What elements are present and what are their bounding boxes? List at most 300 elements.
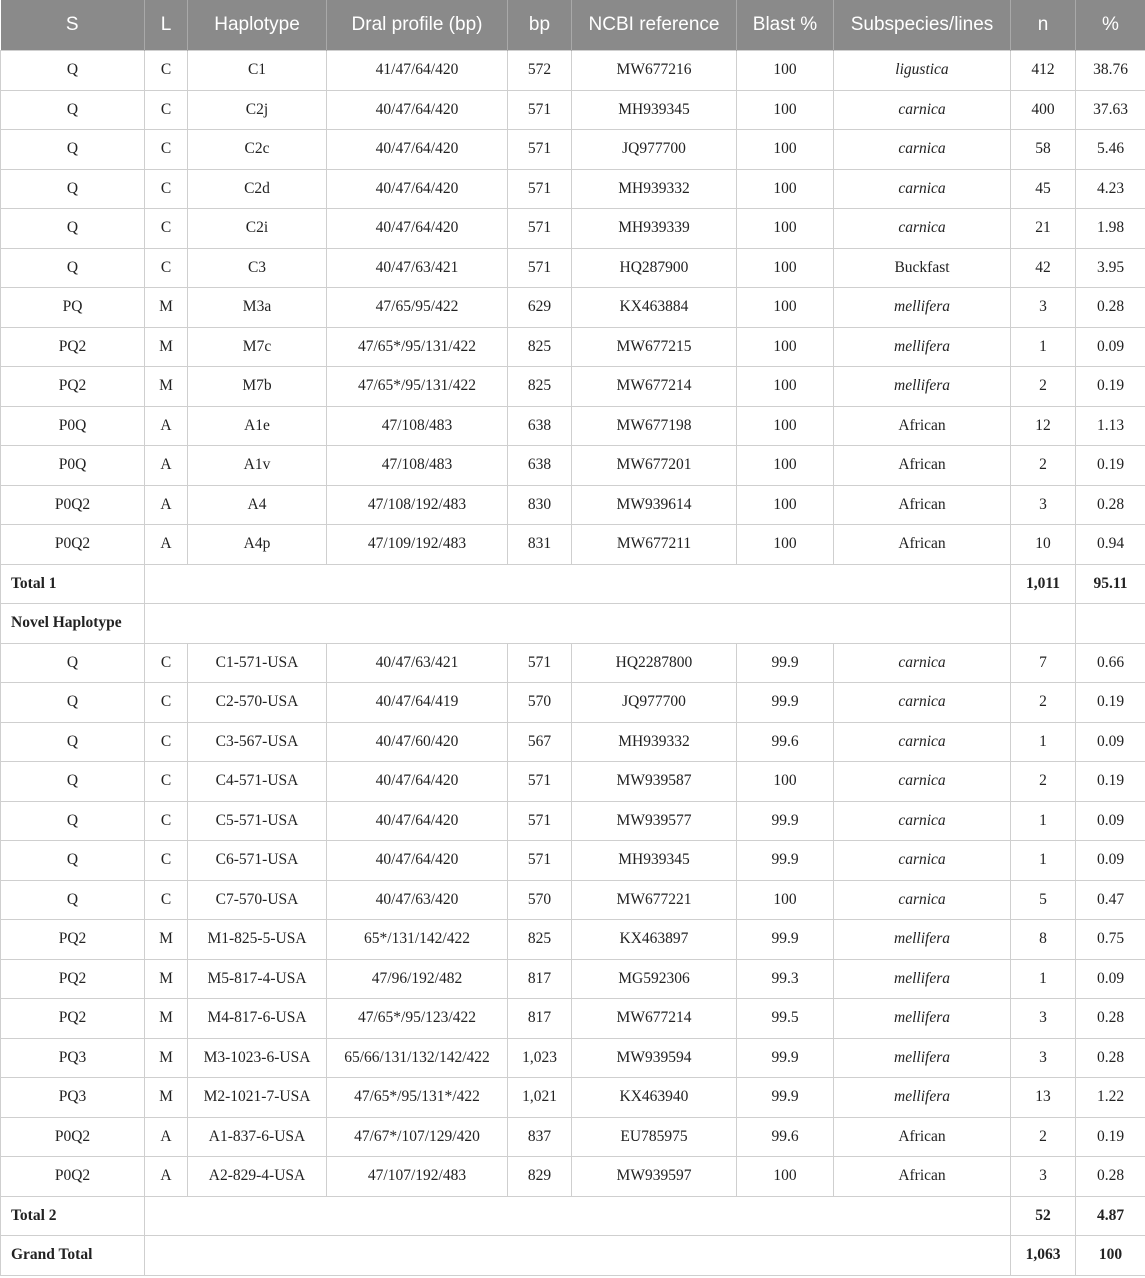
cell-subspecies: carnica xyxy=(834,880,1011,920)
cell-s: Q xyxy=(1,51,145,91)
cell-percent: 0.09 xyxy=(1076,801,1145,841)
cell-blast: 99.9 xyxy=(737,643,834,683)
cell-n: 2 xyxy=(1011,762,1076,802)
cell-profile: 40/47/64/420 xyxy=(327,209,508,249)
grand-total-spacer xyxy=(145,1236,1011,1276)
cell-profile: 40/47/60/420 xyxy=(327,722,508,762)
cell-n: 12 xyxy=(1011,406,1076,446)
cell-n: 400 xyxy=(1011,90,1076,130)
total-1-spacer xyxy=(145,564,1011,604)
cell-blast: 100 xyxy=(737,762,834,802)
cell-profile: 47/65*/95/131/422 xyxy=(327,367,508,407)
cell-profile: 47/96/192/482 xyxy=(327,959,508,999)
cell-subspecies: carnica xyxy=(834,722,1011,762)
cell-haplotype: C2c xyxy=(188,130,327,170)
cell-profile: 40/47/63/421 xyxy=(327,643,508,683)
cell-s: PQ2 xyxy=(1,959,145,999)
cell-s: Q xyxy=(1,209,145,249)
header-s: S xyxy=(1,0,145,51)
cell-n: 1 xyxy=(1011,801,1076,841)
cell-n: 10 xyxy=(1011,525,1076,565)
cell-blast: 99.5 xyxy=(737,999,834,1039)
cell-ncbi: MW677214 xyxy=(572,367,737,407)
cell-ncbi: HQ287900 xyxy=(572,248,737,288)
header-subspecies: Subspecies/lines xyxy=(834,0,1011,51)
cell-blast: 100 xyxy=(737,880,834,920)
cell-percent: 0.66 xyxy=(1076,643,1145,683)
cell-profile: 47/108/483 xyxy=(327,406,508,446)
table-body xyxy=(1,51,1145,1276)
cell-l: C xyxy=(145,90,188,130)
cell-subspecies: carnica xyxy=(834,90,1011,130)
cell-bp: 638 xyxy=(508,446,572,486)
table-row xyxy=(1,683,1145,723)
cell-blast: 99.9 xyxy=(737,1078,834,1118)
cell-subspecies: mellifera xyxy=(834,327,1011,367)
cell-blast: 100 xyxy=(737,485,834,525)
table-row xyxy=(1,525,1145,565)
table-row xyxy=(1,762,1145,802)
cell-blast: 100 xyxy=(737,1157,834,1197)
cell-percent: 1.13 xyxy=(1076,406,1145,446)
cell-profile: 47/65*/95/123/422 xyxy=(327,999,508,1039)
cell-subspecies: carnica xyxy=(834,841,1011,881)
cell-percent: 0.19 xyxy=(1076,367,1145,407)
cell-l: A xyxy=(145,525,188,565)
cell-subspecies: ligustica xyxy=(834,51,1011,91)
cell-l: C xyxy=(145,722,188,762)
cell-n: 2 xyxy=(1011,367,1076,407)
cell-subspecies: African xyxy=(834,1117,1011,1157)
cell-n: 42 xyxy=(1011,248,1076,288)
cell-ncbi: MH939339 xyxy=(572,209,737,249)
cell-subspecies: African xyxy=(834,1157,1011,1197)
cell-bp: 830 xyxy=(508,485,572,525)
cell-percent: 0.09 xyxy=(1076,327,1145,367)
header-percent: % xyxy=(1076,0,1145,51)
cell-n: 3 xyxy=(1011,1038,1076,1078)
cell-haplotype: A4p xyxy=(188,525,327,565)
grand-total-label: Grand Total xyxy=(1,1236,145,1276)
cell-profile: 47/65/95/422 xyxy=(327,288,508,328)
cell-profile: 65/66/131/132/142/422 xyxy=(327,1038,508,1078)
cell-subspecies: African xyxy=(834,485,1011,525)
table-row xyxy=(1,248,1145,288)
table-row xyxy=(1,169,1145,209)
header-haplotype: Haplotype xyxy=(188,0,327,51)
cell-s: PQ2 xyxy=(1,367,145,407)
cell-n: 45 xyxy=(1011,169,1076,209)
cell-percent: 0.09 xyxy=(1076,722,1145,762)
cell-l: M xyxy=(145,1078,188,1118)
table-row xyxy=(1,643,1145,683)
header-row xyxy=(1,0,1145,51)
cell-haplotype: M2-1021-7-USA xyxy=(188,1078,327,1118)
table-row xyxy=(1,1117,1145,1157)
cell-percent: 5.46 xyxy=(1076,130,1145,170)
cell-s: Q xyxy=(1,683,145,723)
cell-l: M xyxy=(145,367,188,407)
cell-profile: 40/47/64/420 xyxy=(327,801,508,841)
table-row xyxy=(1,130,1145,170)
cell-subspecies: carnica xyxy=(834,643,1011,683)
cell-subspecies: mellifera xyxy=(834,367,1011,407)
cell-ncbi: MW677214 xyxy=(572,999,737,1039)
cell-ncbi: MW939594 xyxy=(572,1038,737,1078)
cell-blast: 99.9 xyxy=(737,841,834,881)
cell-percent: 0.28 xyxy=(1076,485,1145,525)
cell-bp: 629 xyxy=(508,288,572,328)
cell-s: Q xyxy=(1,762,145,802)
cell-bp: 825 xyxy=(508,367,572,407)
total-1-percent: 95.11 xyxy=(1076,564,1145,604)
cell-haplotype: C3 xyxy=(188,248,327,288)
cell-ncbi: KX463940 xyxy=(572,1078,737,1118)
cell-bp: 837 xyxy=(508,1117,572,1157)
cell-n: 1 xyxy=(1011,327,1076,367)
cell-ncbi: KX463884 xyxy=(572,288,737,328)
cell-subspecies: carnica xyxy=(834,169,1011,209)
cell-subspecies: carnica xyxy=(834,130,1011,170)
cell-blast: 100 xyxy=(737,446,834,486)
cell-ncbi: MW677221 xyxy=(572,880,737,920)
cell-n: 3 xyxy=(1011,485,1076,525)
cell-percent: 38.76 xyxy=(1076,51,1145,91)
cell-n: 8 xyxy=(1011,920,1076,960)
total-2-percent: 4.87 xyxy=(1076,1196,1145,1236)
cell-l: C xyxy=(145,248,188,288)
cell-ncbi: MW677198 xyxy=(572,406,737,446)
cell-bp: 571 xyxy=(508,90,572,130)
cell-ncbi: HQ2287800 xyxy=(572,643,737,683)
cell-blast: 100 xyxy=(737,130,834,170)
cell-ncbi: MH939345 xyxy=(572,841,737,881)
cell-profile: 47/65*/95/131/422 xyxy=(327,327,508,367)
cell-blast: 100 xyxy=(737,209,834,249)
grand-total-n: 1,063 xyxy=(1011,1236,1076,1276)
cell-profile: 47/109/192/483 xyxy=(327,525,508,565)
cell-haplotype: C7-570-USA xyxy=(188,880,327,920)
cell-subspecies: African xyxy=(834,525,1011,565)
cell-l: M xyxy=(145,327,188,367)
cell-n: 3 xyxy=(1011,999,1076,1039)
cell-s: PQ2 xyxy=(1,327,145,367)
table-row xyxy=(1,327,1145,367)
cell-profile: 40/47/64/419 xyxy=(327,683,508,723)
table-row xyxy=(1,920,1145,960)
cell-haplotype: M3-1023-6-USA xyxy=(188,1038,327,1078)
cell-ncbi: MG592306 xyxy=(572,959,737,999)
cell-bp: 571 xyxy=(508,130,572,170)
total-2-n: 52 xyxy=(1011,1196,1076,1236)
cell-percent: 0.19 xyxy=(1076,683,1145,723)
cell-blast: 100 xyxy=(737,51,834,91)
cell-blast: 99.9 xyxy=(737,920,834,960)
cell-bp: 571 xyxy=(508,762,572,802)
cell-percent: 0.47 xyxy=(1076,880,1145,920)
cell-subspecies: mellifera xyxy=(834,1038,1011,1078)
cell-profile: 40/47/64/420 xyxy=(327,841,508,881)
novel-haplotype-empty-percent xyxy=(1076,604,1145,644)
cell-n: 1 xyxy=(1011,959,1076,999)
cell-bp: 571 xyxy=(508,841,572,881)
cell-subspecies: Buckfast xyxy=(834,248,1011,288)
header-n: n xyxy=(1011,0,1076,51)
grand-total-row xyxy=(1,1236,1145,1276)
cell-profile: 47/67*/107/129/420 xyxy=(327,1117,508,1157)
cell-s: Q xyxy=(1,130,145,170)
table-row xyxy=(1,485,1145,525)
cell-blast: 100 xyxy=(737,288,834,328)
cell-blast: 100 xyxy=(737,367,834,407)
novel-haplotype-spacer xyxy=(145,604,1011,644)
cell-n: 3 xyxy=(1011,1157,1076,1197)
cell-profile: 40/47/64/420 xyxy=(327,90,508,130)
cell-bp: 831 xyxy=(508,525,572,565)
cell-bp: 571 xyxy=(508,248,572,288)
cell-subspecies: carnica xyxy=(834,683,1011,723)
cell-percent: 0.94 xyxy=(1076,525,1145,565)
cell-subspecies: African xyxy=(834,406,1011,446)
cell-haplotype: C6-571-USA xyxy=(188,841,327,881)
cell-ncbi: MW939597 xyxy=(572,1157,737,1197)
cell-l: A xyxy=(145,1117,188,1157)
cell-ncbi: EU785975 xyxy=(572,1117,737,1157)
cell-s: Q xyxy=(1,169,145,209)
cell-l: M xyxy=(145,959,188,999)
cell-n: 1 xyxy=(1011,722,1076,762)
cell-l: A xyxy=(145,406,188,446)
cell-l: C xyxy=(145,762,188,802)
cell-percent: 4.23 xyxy=(1076,169,1145,209)
cell-s: P0Q2 xyxy=(1,1157,145,1197)
cell-blast: 100 xyxy=(737,525,834,565)
cell-profile: 47/107/192/483 xyxy=(327,1157,508,1197)
cell-profile: 40/47/64/420 xyxy=(327,762,508,802)
cell-profile: 40/47/63/421 xyxy=(327,248,508,288)
cell-profile: 47/108/192/483 xyxy=(327,485,508,525)
table-row xyxy=(1,446,1145,486)
cell-profile: 47/108/483 xyxy=(327,446,508,486)
table-row xyxy=(1,880,1145,920)
cell-l: A xyxy=(145,485,188,525)
cell-l: C xyxy=(145,801,188,841)
cell-s: PQ2 xyxy=(1,999,145,1039)
novel-haplotype-row xyxy=(1,604,1145,644)
cell-haplotype: A2-829-4-USA xyxy=(188,1157,327,1197)
cell-percent: 0.19 xyxy=(1076,446,1145,486)
cell-bp: 571 xyxy=(508,209,572,249)
cell-subspecies: mellifera xyxy=(834,999,1011,1039)
cell-profile: 65*/131/142/422 xyxy=(327,920,508,960)
cell-ncbi: JQ977700 xyxy=(572,130,737,170)
cell-haplotype: A1v xyxy=(188,446,327,486)
cell-haplotype: C2j xyxy=(188,90,327,130)
cell-subspecies: mellifera xyxy=(834,920,1011,960)
cell-ncbi: MW677201 xyxy=(572,446,737,486)
cell-ncbi: MW677215 xyxy=(572,327,737,367)
cell-blast: 99.9 xyxy=(737,801,834,841)
cell-profile: 47/65*/95/131*/422 xyxy=(327,1078,508,1118)
table-row xyxy=(1,1038,1145,1078)
novel-haplotype-label: Novel Haplotype xyxy=(1,604,145,644)
cell-percent: 0.19 xyxy=(1076,1117,1145,1157)
cell-haplotype: M7c xyxy=(188,327,327,367)
cell-profile: 41/47/64/420 xyxy=(327,51,508,91)
table-row xyxy=(1,367,1145,407)
cell-haplotype: M3a xyxy=(188,288,327,328)
cell-percent: 0.28 xyxy=(1076,999,1145,1039)
cell-ncbi: JQ977700 xyxy=(572,683,737,723)
cell-percent: 0.19 xyxy=(1076,762,1145,802)
cell-haplotype: M1-825-5-USA xyxy=(188,920,327,960)
cell-s: Q xyxy=(1,90,145,130)
header-ncbi-reference: NCBI reference xyxy=(572,0,737,51)
cell-n: 412 xyxy=(1011,51,1076,91)
cell-bp: 571 xyxy=(508,801,572,841)
cell-haplotype: C2-570-USA xyxy=(188,683,327,723)
cell-profile: 40/47/64/420 xyxy=(327,130,508,170)
cell-l: C xyxy=(145,683,188,723)
cell-s: P0Q2 xyxy=(1,1117,145,1157)
cell-s: PQ3 xyxy=(1,1038,145,1078)
cell-l: C xyxy=(145,51,188,91)
cell-percent: 37.63 xyxy=(1076,90,1145,130)
table-row xyxy=(1,90,1145,130)
total-1-row xyxy=(1,564,1145,604)
grand-total-percent: 100 xyxy=(1076,1236,1145,1276)
cell-subspecies: mellifera xyxy=(834,288,1011,328)
cell-s: PQ xyxy=(1,288,145,328)
header-blast: Blast % xyxy=(737,0,834,51)
cell-subspecies: mellifera xyxy=(834,959,1011,999)
header-bp: bp xyxy=(508,0,572,51)
cell-blast: 100 xyxy=(737,169,834,209)
cell-ncbi: MW677216 xyxy=(572,51,737,91)
cell-blast: 100 xyxy=(737,90,834,130)
cell-s: Q xyxy=(1,841,145,881)
cell-l: C xyxy=(145,169,188,209)
cell-ncbi: MW939587 xyxy=(572,762,737,802)
cell-bp: 1,023 xyxy=(508,1038,572,1078)
cell-l: M xyxy=(145,999,188,1039)
cell-bp: 1,021 xyxy=(508,1078,572,1118)
cell-blast: 100 xyxy=(737,248,834,288)
cell-s: P0Q xyxy=(1,406,145,446)
cell-profile: 40/47/63/420 xyxy=(327,880,508,920)
cell-s: Q xyxy=(1,801,145,841)
cell-s: P0Q xyxy=(1,446,145,486)
cell-blast: 100 xyxy=(737,327,834,367)
table-row xyxy=(1,999,1145,1039)
cell-bp: 817 xyxy=(508,999,572,1039)
cell-l: M xyxy=(145,1038,188,1078)
cell-haplotype: C2d xyxy=(188,169,327,209)
table-row xyxy=(1,51,1145,91)
cell-haplotype: A1-837-6-USA xyxy=(188,1117,327,1157)
table-row xyxy=(1,801,1145,841)
table-row xyxy=(1,959,1145,999)
cell-n: 5 xyxy=(1011,880,1076,920)
cell-bp: 567 xyxy=(508,722,572,762)
cell-n: 58 xyxy=(1011,130,1076,170)
cell-l: C xyxy=(145,841,188,881)
cell-percent: 0.75 xyxy=(1076,920,1145,960)
cell-s: PQ2 xyxy=(1,920,145,960)
cell-haplotype: C3-567-USA xyxy=(188,722,327,762)
cell-blast: 99.6 xyxy=(737,722,834,762)
cell-s: Q xyxy=(1,643,145,683)
cell-blast: 99.6 xyxy=(737,1117,834,1157)
cell-s: Q xyxy=(1,248,145,288)
table-row xyxy=(1,1157,1145,1197)
novel-haplotype-empty-n xyxy=(1011,604,1076,644)
cell-n: 13 xyxy=(1011,1078,1076,1118)
cell-bp: 570 xyxy=(508,880,572,920)
cell-percent: 0.09 xyxy=(1076,841,1145,881)
cell-haplotype: M5-817-4-USA xyxy=(188,959,327,999)
cell-l: A xyxy=(145,1157,188,1197)
cell-l: A xyxy=(145,446,188,486)
cell-percent: 0.28 xyxy=(1076,288,1145,328)
cell-l: C xyxy=(145,130,188,170)
cell-blast: 99.9 xyxy=(737,683,834,723)
table-row xyxy=(1,288,1145,328)
cell-n: 7 xyxy=(1011,643,1076,683)
cell-haplotype: A1e xyxy=(188,406,327,446)
cell-ncbi: MH939332 xyxy=(572,169,737,209)
cell-n: 3 xyxy=(1011,288,1076,328)
cell-haplotype: A4 xyxy=(188,485,327,525)
cell-percent: 0.28 xyxy=(1076,1038,1145,1078)
cell-percent: 0.28 xyxy=(1076,1157,1145,1197)
cell-bp: 825 xyxy=(508,920,572,960)
cell-haplotype: M7b xyxy=(188,367,327,407)
cell-percent: 1.22 xyxy=(1076,1078,1145,1118)
cell-l: M xyxy=(145,920,188,960)
cell-haplotype: M4-817-6-USA xyxy=(188,999,327,1039)
cell-n: 21 xyxy=(1011,209,1076,249)
table-row xyxy=(1,406,1145,446)
cell-blast: 99.9 xyxy=(737,1038,834,1078)
table-row xyxy=(1,1078,1145,1118)
cell-s: Q xyxy=(1,722,145,762)
cell-n: 2 xyxy=(1011,1117,1076,1157)
cell-n: 2 xyxy=(1011,446,1076,486)
cell-bp: 817 xyxy=(508,959,572,999)
header-l: L xyxy=(145,0,188,51)
cell-haplotype: C4-571-USA xyxy=(188,762,327,802)
table-row xyxy=(1,841,1145,881)
cell-s: P0Q2 xyxy=(1,485,145,525)
cell-subspecies: carnica xyxy=(834,762,1011,802)
total-1-n: 1,011 xyxy=(1011,564,1076,604)
cell-percent: 1.98 xyxy=(1076,209,1145,249)
cell-haplotype: C1-571-USA xyxy=(188,643,327,683)
cell-l: M xyxy=(145,288,188,328)
cell-bp: 571 xyxy=(508,169,572,209)
cell-bp: 825 xyxy=(508,327,572,367)
cell-haplotype: C2i xyxy=(188,209,327,249)
cell-blast: 99.3 xyxy=(737,959,834,999)
cell-bp: 571 xyxy=(508,643,572,683)
cell-s: Q xyxy=(1,880,145,920)
cell-percent: 3.95 xyxy=(1076,248,1145,288)
cell-blast: 100 xyxy=(737,406,834,446)
cell-subspecies: African xyxy=(834,446,1011,486)
cell-l: C xyxy=(145,643,188,683)
cell-bp: 638 xyxy=(508,406,572,446)
